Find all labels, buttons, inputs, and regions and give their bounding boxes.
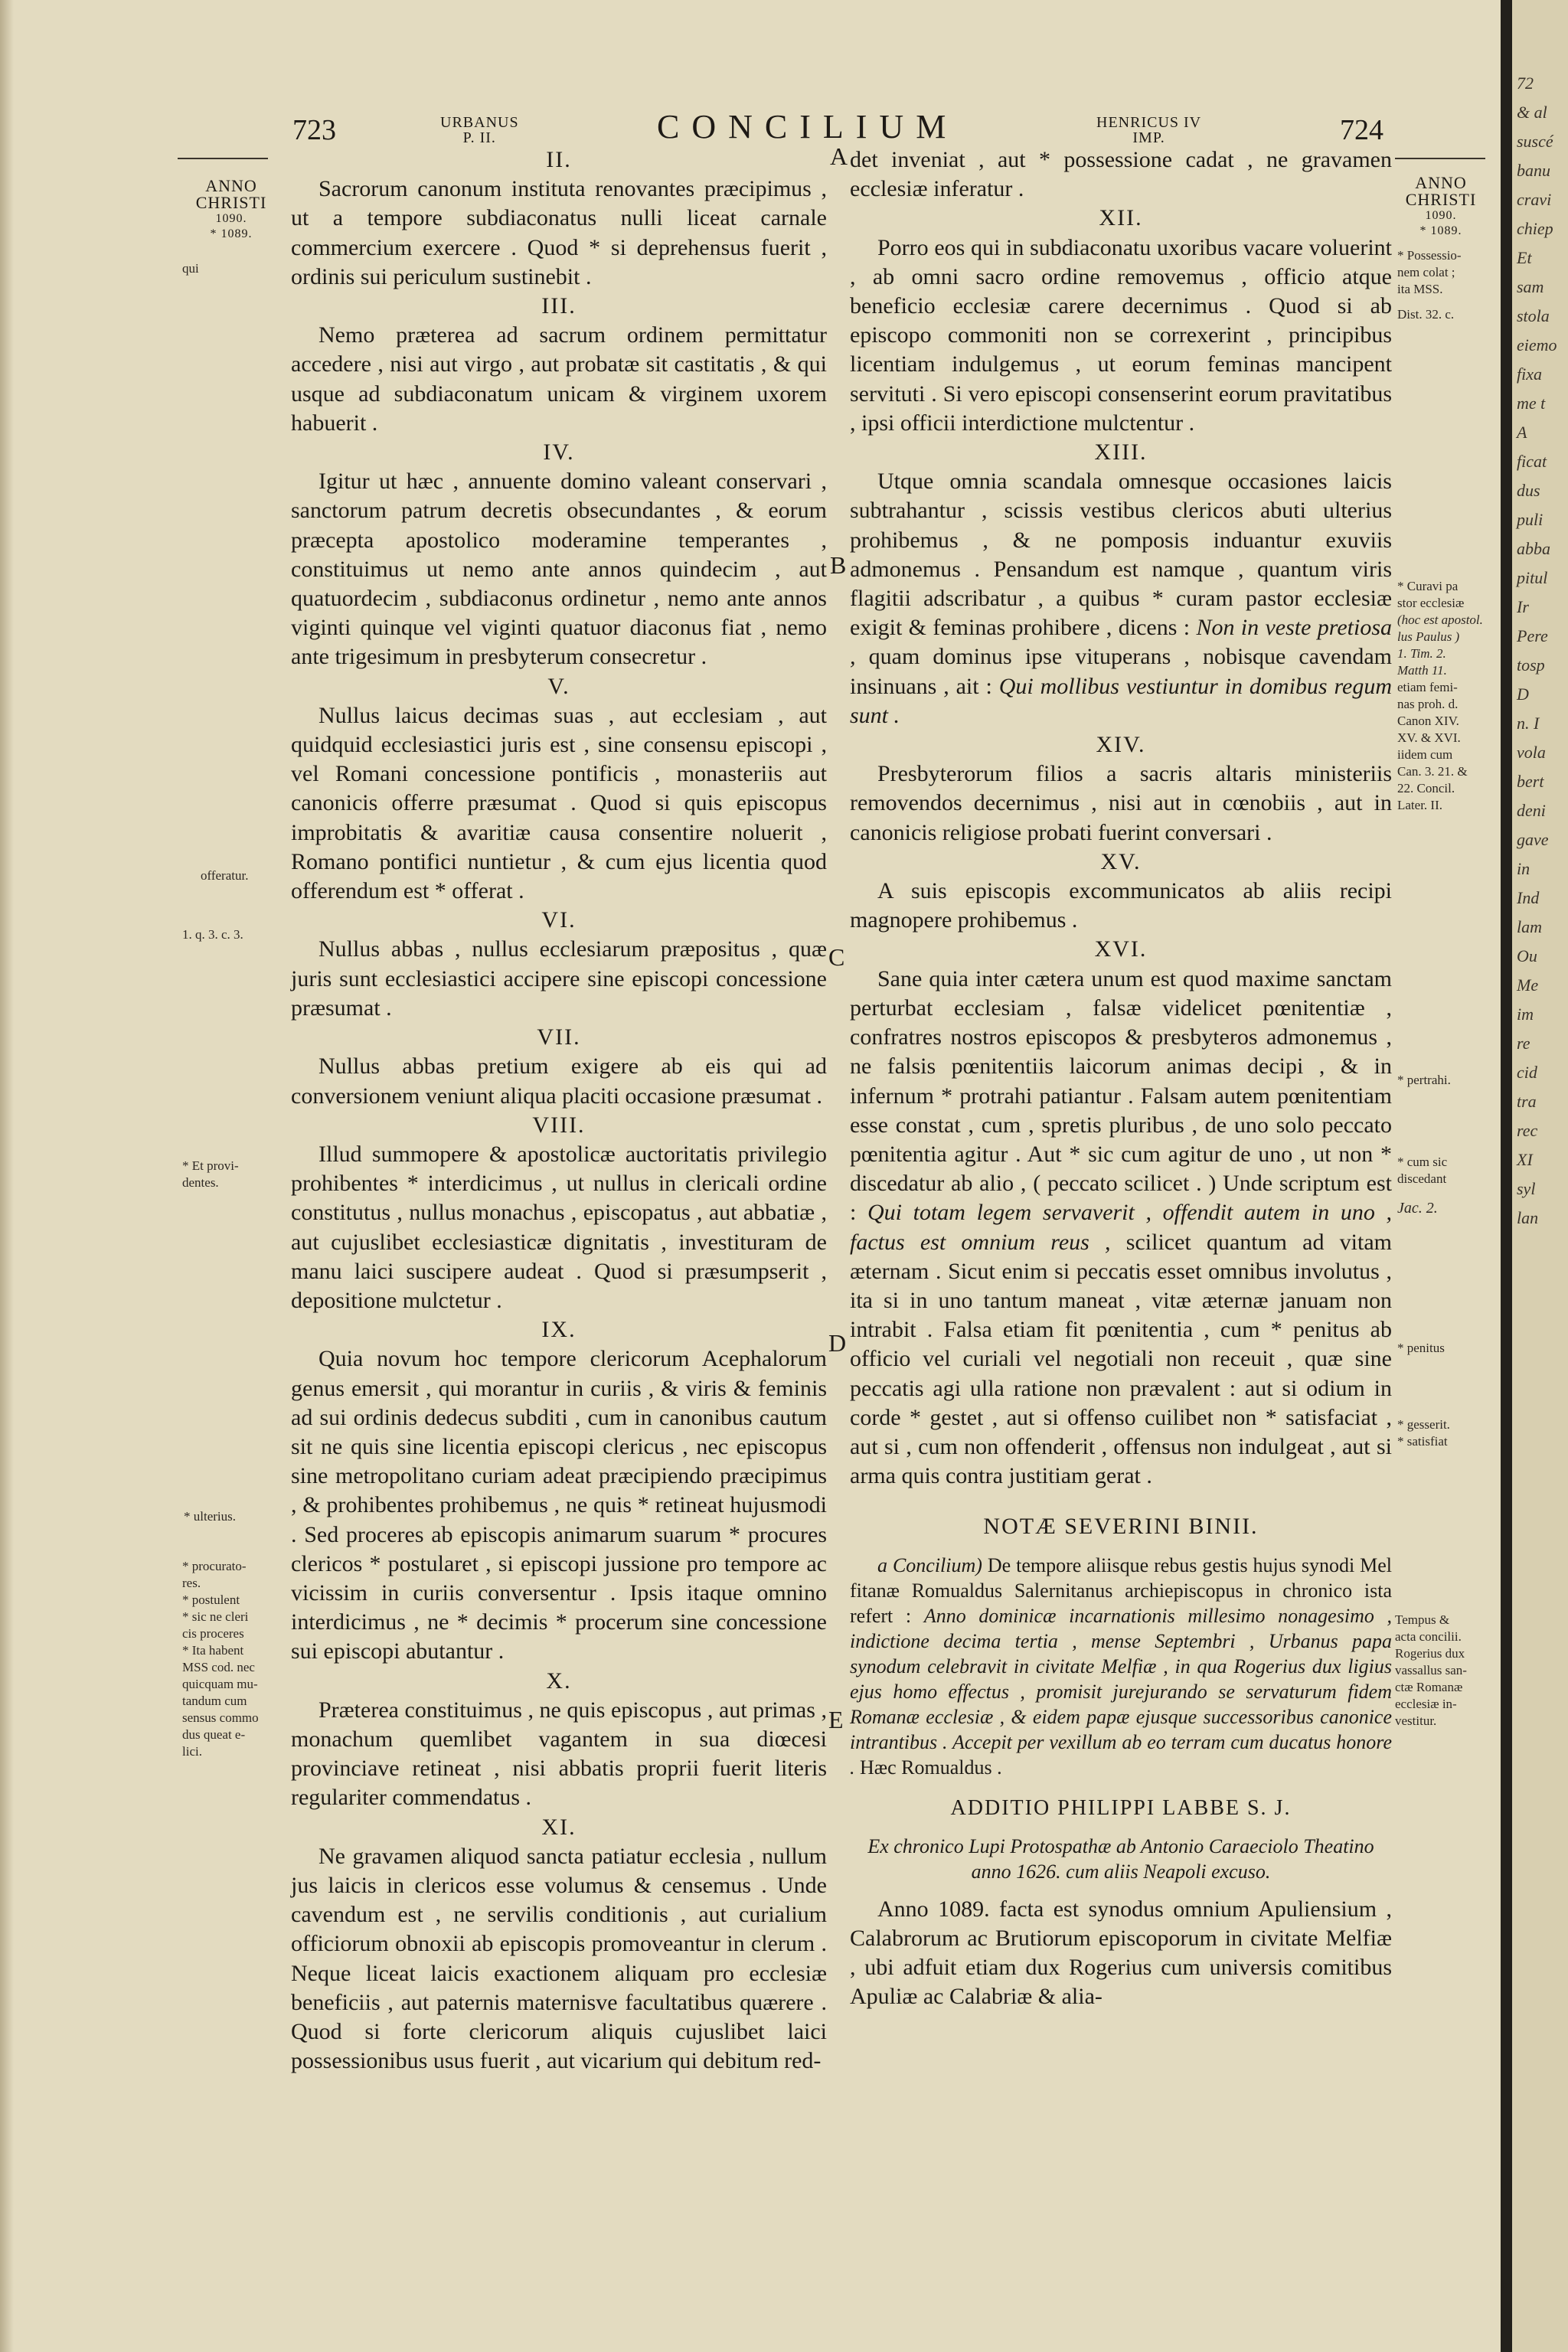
canon-heading: XIII.: [1094, 439, 1148, 466]
margin-note-line: XV. & XVI.: [1397, 730, 1461, 745]
canon-heading: XIV.: [1096, 732, 1146, 758]
margin-note-line: ita MSS.: [1397, 282, 1443, 296]
adjacent-page-text: 72: [1517, 74, 1534, 93]
margin-note-line: Rogerius dux: [1395, 1646, 1465, 1661]
adjacent-page-text: bert: [1517, 772, 1544, 791]
margin-note: [1397, 1154, 1447, 1187]
margin-note: [182, 1558, 259, 1760]
section-letter-b: B: [830, 551, 847, 579]
running-head-emperor: [1096, 115, 1201, 145]
adjacent-page-text: Ou: [1517, 946, 1537, 965]
margin-note: qui: [182, 261, 199, 276]
page-number-left: 723: [292, 114, 336, 146]
anno-christi-left: [178, 178, 285, 242]
note-text-part: Hæc Romualdus .: [860, 1756, 1002, 1779]
margin-note-line: * procurato-: [182, 1559, 247, 1573]
adjacent-page-text: lam: [1517, 917, 1542, 936]
adjacent-page-text: & al: [1517, 103, 1547, 122]
adjacent-page-text: fixa: [1517, 364, 1542, 384]
margin-note-line: ecclesiæ in-: [1395, 1697, 1457, 1711]
pope-name: URBANUS: [440, 114, 519, 131]
margin-note-line: * postulent: [182, 1592, 240, 1607]
margin-note: 1. q. 3. c. 3.: [182, 927, 243, 942]
margin-note-line: ctæ Romanæ: [1395, 1680, 1463, 1694]
canon-text-part: Utque omnia scandala omnesque occasiones laicis subtrahantur , scissis vestibus clericos abuti ulterius prohibemus , & ne pomposis induantur exuviis admonemus . Pensandum est namque , quantum viris flagitii adscribatur , a quibus * curam pastor ecclesiæ exigit & feminas prohibere , dicens :: [850, 469, 1392, 641]
canon-text: Presbyterorum filios a sacris altaris ministeriis removendos decernimus , nisi aut in cœnobiis , aut in canonicis religiose probati fuerint conversari .: [850, 761, 1392, 845]
margin-note-line: * Ita habent: [182, 1643, 244, 1658]
canon-text-part: scilicet quantum ad vitam æternam . Sicut enim si peccatis esset omnibus involutus , ita si in uno tantum maneat , vitæ æternæ januam non intrabit . Falsa etiam fit pœnitentia , cum * penitus ab officio vel curiali vel negotiali non receuit , quæ sine peccatis agi ulla ratione non prævalent : aut si odium in corde * gestet , aut si offenso cuilibet non * satisfaciat , aut si , cum non offenderit , offensus non indulgeat , aut si arma quis contra justitiam gerat .: [850, 1229, 1393, 1489]
canon-heading: XVI.: [1094, 936, 1148, 962]
margin-note-line: Matth 11.: [1397, 663, 1447, 678]
adjacent-page-text: XI: [1517, 1150, 1533, 1169]
margin-note-line: iidem cum: [1397, 747, 1453, 762]
margin-note: * ulterius.: [184, 1509, 236, 1524]
margin-note-line: 22. Concil.: [1397, 781, 1455, 795]
canon-heading: IX.: [541, 1317, 577, 1343]
page-number-right: 724: [1340, 114, 1383, 146]
adjacent-page-text: rec: [1517, 1121, 1538, 1140]
margin-note-line: res.: [182, 1576, 201, 1590]
margin-note: [1397, 1416, 1450, 1450]
canon-text: Nullus abbas , nullus ecclesiarum præpositus , quæ juris sunt ecclesiastici accipere sine episcopi concessione præsumat .: [291, 936, 827, 1021]
margin-note: [182, 1158, 239, 1191]
margin-note-line: vestitur.: [1395, 1713, 1437, 1728]
margin-note-line: dentes.: [182, 1175, 219, 1190]
adjacent-page-text: Ir: [1517, 597, 1529, 616]
year-alt-label: * 1089.: [1419, 224, 1462, 237]
canon-text-part: quam dominus ipse vituperans , nobisque cavendam insinuans , ait :: [850, 644, 1393, 699]
adjacent-page-text: Pere: [1517, 626, 1548, 645]
adjacent-page-text: tosp: [1517, 655, 1545, 675]
left-column: [291, 145, 827, 2076]
year-label: 1090.: [215, 212, 247, 225]
adjacent-page-text: banu: [1517, 161, 1550, 180]
margin-note-line: discedant: [1397, 1171, 1447, 1186]
adjacent-page-text: chiep: [1517, 219, 1553, 238]
year-alt-label: * 1089.: [210, 227, 253, 240]
adjacent-page-text: sam: [1517, 277, 1544, 296]
canon-text: Nullus abbas pretium exigere ab eis qui ad conversionem veniunt aliqua placiti occasione præsumat .: [291, 1054, 827, 1109]
margin-note-line: (hoc est apostol.: [1397, 612, 1483, 627]
adjacent-page-text: Et: [1517, 248, 1532, 267]
adjacent-page-text: pitul: [1517, 568, 1548, 587]
margin-note-line: * Curavi pa: [1397, 579, 1459, 593]
margin-note-line: nem colat ;: [1397, 265, 1455, 279]
adjacent-page-text: abba: [1517, 539, 1550, 558]
addition-heading: ADDITIO PHILIPPI LABBE S. J.: [950, 1795, 1292, 1820]
canon-text: A suis episcopis excommunicatos ab aliis recipi magnopere prohibemus .: [850, 878, 1392, 933]
margin-note-line: Can. 3. 21. &: [1397, 764, 1468, 779]
margin-note-line: nas proh. d.: [1397, 697, 1459, 711]
adjacent-page-text: stola: [1517, 306, 1550, 325]
adjacent-page-text: dus: [1517, 481, 1540, 500]
canon-text: Præterea constituimus , ne quis episcopus , aut primas , monachum quemlibet vagantem in sua diœcesi provinciave retineat , nisi abbatis proprii fuerit literis regulariter commendatus .: [291, 1697, 827, 1811]
christi-label: CHRISTI: [195, 193, 267, 212]
section-letter-c: C: [828, 943, 845, 971]
margin-note-line: quicquam mu-: [182, 1677, 258, 1691]
note-text: [850, 1553, 1392, 1780]
adjacent-page-text: me t: [1517, 394, 1546, 413]
margin-note: [1395, 1612, 1467, 1730]
margin-note: * pertrahi.: [1397, 1073, 1451, 1087]
adjacent-page-text: Me: [1517, 975, 1539, 995]
margin-note: * penitus: [1397, 1341, 1445, 1355]
canon-heading: VIII.: [532, 1112, 586, 1138]
anno-label: ANNO: [205, 176, 257, 195]
emperor-name: HENRICUS IV: [1096, 114, 1202, 131]
christi-label: CHRISTI: [1405, 190, 1477, 209]
margin-note: Jac. 2.: [1397, 1200, 1438, 1217]
margin-note-line: MSS cod. nec: [182, 1660, 255, 1674]
adjacent-page-text: lan: [1517, 1208, 1539, 1227]
adjacent-page-text: in: [1517, 859, 1530, 878]
margin-note-line: * satisfiat: [1397, 1434, 1448, 1449]
adjacent-page-fragment: [1512, 0, 1568, 2352]
canon-text-part: Sane quia inter cætera unum est quod maxime sanctam perturbat ecclesiam , falsæ videlicet pœnitentiæ , confratres nostros episcopos & presbyteros admonemus , ne falsis pœnitentiis laicorum animas decipi , & in infernum * protrahi patiantur . Falsam autem pœnitentiam esse constat , cum , spretis pluribus , de uno solo peccato pœnitentia agitur . Aut * sic cum agitur de uno , ut non * discedatur ab alio , ( peccato scilicet . ) Unde scriptum est :: [850, 965, 1392, 1226]
adjacent-page-text: im: [1517, 1004, 1534, 1024]
margin-note-line: lici.: [182, 1744, 202, 1759]
margin-note-line: tandum cum: [182, 1694, 247, 1708]
canon-heading: V.: [547, 673, 570, 699]
note-reference: a Concilium): [877, 1553, 982, 1576]
canon-text: [850, 467, 1392, 730]
right-column: [850, 145, 1392, 2012]
margin-note-line: Canon XIV.: [1397, 714, 1459, 728]
addition-text: Anno 1089. facta est synodus omnium Apuliensium , Calabrorum ac Brutiorum episcoporum in civitate Melfiæ , ubi adfuit etiam dux Rogerius cum universis comitibus Apuliæ ac Calabriæ & alia-: [850, 1896, 1392, 2010]
canon-heading: IV.: [543, 439, 575, 466]
emperor-title: IMP.: [1132, 129, 1165, 146]
canon-text: Quia novum hoc tempore clericorum Acephalorum genus emersit , qui morantur in curiis , & viris & feminis ad sui ordinis dedecus subditi , cum in canonibus cautum sit ne quis sine licentia episcopi clericus , nec episcopus sine metropolitano curiam adeat præcipiendo præcipimus , & prohibentes prohibemus , ne quis * retineat hujusmodi . Sed proceres ab episcopis animarum suarum * procures clericos * postularet , si episcopi jussione pro tempore ac vicissim in curiis conversentur . Ipsis itaque omnino interdicimus , ne * decimis * procerum sine concessione sui episcopi abutantur .: [291, 1346, 827, 1664]
adjacent-page-text: deni: [1517, 801, 1546, 820]
adjacent-page-text: A: [1517, 423, 1527, 442]
margin-note-line: * Possessio-: [1397, 248, 1462, 263]
margin-note-line: Later. II.: [1397, 798, 1442, 812]
adjacent-page-text: suscé: [1517, 132, 1553, 151]
margin-rule-right: [1395, 158, 1485, 159]
margin-note-line: vassallus san-: [1395, 1663, 1467, 1677]
margin-rule-left: [178, 158, 268, 159]
canon-text-continued: det inveniat , aut * possessione cadat , ne gravamen ecclesiæ inferatur .: [850, 147, 1392, 202]
canon-heading: XI.: [541, 1814, 577, 1840]
canon-text: [850, 965, 1392, 1491]
canon-heading: X.: [546, 1668, 572, 1694]
canon-heading: VI.: [541, 907, 577, 933]
margin-note-line: * cum sic: [1397, 1155, 1448, 1169]
addition-source: Ex chronico Lupi Protospathæ ab Antonio Caraeciolo Theatino anno 1626. cum aliis Neapoli excuso.: [867, 1834, 1374, 1883]
year-label: 1090.: [1425, 209, 1457, 222]
adjacent-page-text: cravi: [1517, 190, 1552, 209]
margin-note-line: stor ecclesiæ: [1397, 596, 1465, 610]
adjacent-page-text: vola: [1517, 743, 1546, 762]
canon-heading: XII.: [1099, 205, 1143, 231]
adjacent-page-text: cid: [1517, 1063, 1537, 1082]
canon-text: Porro eos qui in subdiaconatu uxoribus vacare voluerint , ab omni sacro ordine removemus , officio atque beneficio ecclesiæ carere decernimus . Quod si ab episcopo commoniti non se correxerint , principibus licentiam indulgemus , ut eorum feminas mancipent servituti . Si vero episcopi consenserint eorum pravitatibus , ipsi officii interdictione mulctentur .: [850, 234, 1392, 436]
canon-heading: XV.: [1100, 848, 1142, 874]
canon-text: Igitur ut hæc , annuente domino valeant conservari , sanctorum patrum decretis obsecundantes , & eorum præcepta apostolico moderamine temperantes , constituimus ut nemo ante annos quindecim , aut quatuordecim , subdiaconus ordinetur , nemo ante annos viginti quinque vel viginti quatuor diaconus fiat , nemo ante trigesimum in presbyterum consecretur .: [291, 469, 827, 670]
margin-note-line: dus queat e-: [182, 1727, 246, 1742]
adjacent-page-text: syl: [1517, 1179, 1536, 1198]
scripture-quote: Non in veste pretiosa ,: [850, 615, 1393, 670]
scripture-quote: Qui totam legem servaverit , offendit autem in uno , factus est omnium reus ,: [850, 1200, 1393, 1255]
scripture-quote: Qui mollibus vestiuntur in domibus regum sunt .: [850, 673, 1393, 728]
adjacent-page-text: eiemo: [1517, 335, 1557, 354]
margin-note: [1397, 247, 1462, 298]
anno-christi-right: [1395, 175, 1487, 239]
adjacent-page-text: ficat: [1517, 452, 1547, 471]
running-title: CONCILIUM: [657, 108, 959, 145]
margin-note: Dist. 32. c.: [1397, 307, 1455, 322]
pope-title: P. II.: [462, 129, 496, 146]
margin-note-line: lus Paulus ): [1397, 629, 1460, 644]
note-quote: Anno dominicæ incarnationis millesimo nonagesimo , indictione decima tertia , mense Septembri , Urbanus papa synodum celebravit in civitate Melfiæ , in qua Rogerius dux ligius ejus homo effectus , promisit jurejurando se servaturum fidem Romanæ ecclesiæ , & eidem papæ ejusque successoribus canonice intrantibus . Accepit per vexillum ab eo terram cum ducatus honore .: [850, 1604, 1392, 1779]
margin-note: offeratur.: [201, 868, 249, 883]
margin-note-line: * sic ne cleri: [182, 1609, 249, 1624]
margin-note-line: 1. Tim. 2.: [1397, 646, 1446, 661]
margin-note-line: Tempus &: [1395, 1612, 1450, 1627]
canon-text: Nullus laicus decimas suas , aut ecclesiam , aut quidquid ecclesiastici juris est , sine consensu episcopi , vel Romani concessione pontificis , monasteriis aut canonicis offerre præsumat . Quod si quis episcopus improbitatis & avaritiæ causa consentire noluerit , Romano pontifici nuntietur , & cum ejus licentia quod offerendum est * offerat .: [291, 702, 827, 904]
margin-note-line: etiam femi-: [1397, 680, 1458, 694]
adjacent-page-text: puli: [1517, 510, 1544, 529]
notes-heading: NOTÆ SEVERINI BINII.: [983, 1514, 1259, 1540]
adjacent-page-text: Ind: [1517, 888, 1540, 907]
canon-text: Sacrorum canonum instituta renovantes præcipimus , ut a tempore subdiaconatus nulli liceat carnale commercium exercere . Quod * si deprehensus fuerit , ordinis sui periculum sustinebit .: [291, 176, 827, 289]
margin-note-line: * Et provi-: [182, 1158, 239, 1173]
adjacent-page-text: tra: [1517, 1092, 1537, 1111]
canon-text: Nemo præterea ad sacrum ordinem permittatur accedere , nisi aut virgo , aut probatæ sit castitatis , & qui usque ad subdiaconatum unicam & virginem uxorem habuerit .: [291, 322, 827, 436]
section-letter-e: E: [828, 1706, 844, 1733]
note-text-part: De tempore aliisque rebus gestis hujus synodi Mel fitanæ Romualdus Salernitanus archiepiscopus in chronico ista refert :: [850, 1553, 1392, 1627]
margin-note-line: sensus commo: [182, 1710, 259, 1725]
margin-note-line: acta concilii.: [1395, 1629, 1462, 1644]
adjacent-page-text: n. I: [1517, 714, 1540, 733]
adjacent-page-text: D: [1517, 684, 1529, 704]
margin-note-line: cis proceres: [182, 1626, 244, 1641]
canon-text: Ne gravamen aliquod sancta patiatur ecclesia , nullum jus laicis in clericos esse volumus & censemus . Unde cavendum est , ne servilis conditionis , aut curialium officiorum obnoxii ab episcopis promoveantur in clerum . Neque liceat laicis exactionem aliquam pro ecclesiæ beneficiis , aut paternis maternisve facultatibus quærere . Quod si forte clericorum aliquis cujuslibet laici possessionibus usus fuerit , aut vicarium qui debitum red-: [291, 1843, 827, 2074]
running-head-pope: [440, 115, 519, 145]
section-letter-d: D: [828, 1329, 847, 1357]
margin-note-line: * gesserit.: [1397, 1417, 1450, 1432]
page-shadow: [0, 0, 14, 2352]
section-letter-a: A: [830, 142, 848, 170]
canon-heading: III.: [541, 293, 577, 319]
adjacent-page-text: re: [1517, 1034, 1530, 1053]
anno-label: ANNO: [1415, 173, 1467, 192]
adjacent-page-text: gave: [1517, 830, 1549, 849]
canon-heading: VII.: [537, 1024, 581, 1050]
margin-note: [1397, 578, 1483, 814]
canon-text: Illud summopere & apostolicæ auctoritatis privilegio prohibentes * interdicimus , ut nullus in clericali ordine constitutus , nullus monachus , episcopatus , aut abbatiæ , aut cujuslibet ecclesiasticæ dignitatis , investituram de manu laici suscipere audeat . Quod si præsumpserit , depositione mulctetur .: [291, 1141, 827, 1313]
canon-heading: II.: [546, 147, 572, 172]
